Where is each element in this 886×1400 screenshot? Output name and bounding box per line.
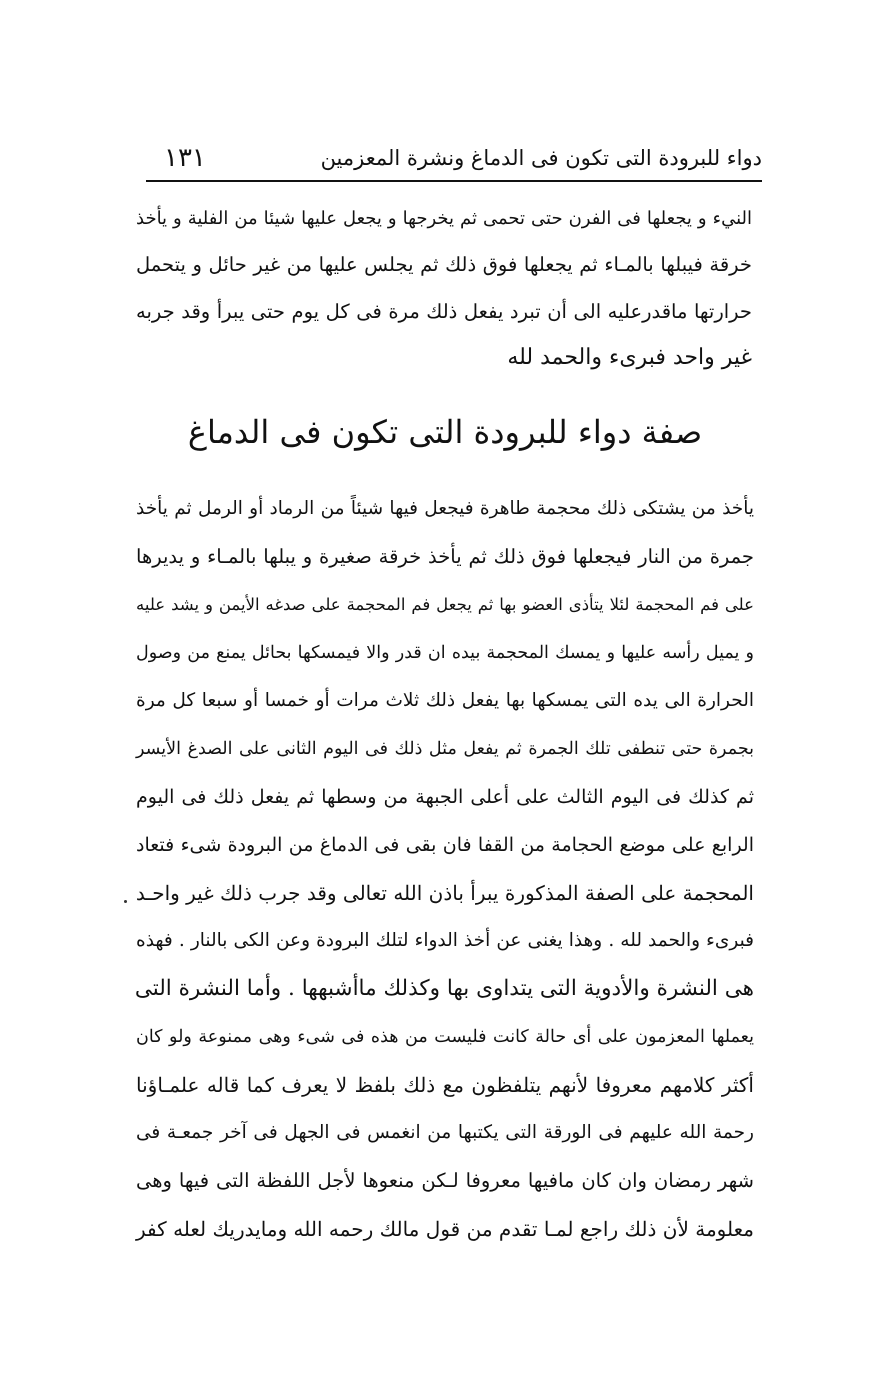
text-line: ثم كذلك فى اليوم الثالث على أعلى الجبهة من وسطها ثم يفعل ذلك فى اليوم bbox=[136, 786, 754, 808]
page-number: ١٣١ bbox=[164, 143, 206, 173]
text-line: فبرىء والحمد لله . وهذا يغنى عن أخذ الدواء لتلك البرودة وعن الكى بالنار . فهذه bbox=[136, 930, 754, 951]
text-line: بجمرة حتى تنطفى تلك الجمرة ثم يفعل مثل ذلك فى اليوم الثانى على الصدغ الأيسر bbox=[136, 739, 754, 759]
text-line: معلومة لأن ذلك راجع لمـا تقدم من قول مالك رحمه الله ومايدريك لعله كفر bbox=[136, 1217, 754, 1241]
text-line: على فم المحجمة لئلا يتأذى العضو بها ثم يجعل فم المحجمة على صدغه الأيمن و يشد عليه bbox=[136, 595, 754, 614]
text-line: يأخذ من يشتكى ذلك محجمة طاهرة فيجعل فيها شيئاً من الرماد أو الرمل ثم يأخذ bbox=[136, 498, 754, 519]
page-header bbox=[146, 138, 762, 178]
text-line: المحجمة على الصفة المذكورة يبرأ باذن الله تعالى وقد جرب ذلك غير واحـد bbox=[135, 881, 754, 905]
text-line: الحرارة الى يده التى يمسكها بها يفعل ذلك ثلاث مرات أو خمسا أو سبعا كل مرة bbox=[136, 690, 754, 711]
ink-speck bbox=[124, 900, 127, 903]
text-line: جمرة من النار فيجعلها فوق ذلك ثم يأخذ خرقة صغيرة و يبلها بالمـاء و يديرها bbox=[136, 545, 754, 568]
section-heading: صفة دواء للبرودة التى تكون فى الدماغ bbox=[187, 413, 703, 451]
text-line: الرابع على موضع الحجامة من القفا فان بقى فى الدماغ من البرودة شىء فتعاد bbox=[136, 834, 754, 856]
header-rule bbox=[146, 180, 762, 182]
running-title: دواء للبرودة التى تكون فى الدماغ ونشرة المعزمين bbox=[320, 146, 762, 170]
text-line: رحمة الله عليهم فى الورقة التى يكتبها من انغمس فى الجهل فى آخر جمعـة فى bbox=[136, 1122, 754, 1143]
text-line: شهر رمضان وان كان مافيها معروفا لـكن منعوها لأجل اللفظة التى فيها وهى bbox=[136, 1169, 754, 1192]
text-line: الني‌ء و يجعلها فى الفرن حتى تحمى ثم يخرجها و يجعل عليها شيئا من الفلية و يأخذ bbox=[136, 208, 752, 229]
text-line: أكثر كلامهم معروفا لأنهم يتلفظون مع ذلك بلفظ لا يعرف كما قاله علمـاؤنا bbox=[136, 1073, 754, 1097]
text-line: هى النشرة والأدوية التى يتداوى بها وكذلك ماأشبهها . وأما النشرة التى bbox=[134, 976, 754, 1001]
text-line: خرقة فيبلها بالمـاء ثم يجعلها فوق ذلك ثم يجلس عليها من غير حائل و يتحمل bbox=[136, 253, 752, 276]
text-line: و يميل رأسه عليها و يمسك المحجمة بيده ان قدر والا فيمسكها بحائل يمنع من وصول bbox=[136, 643, 754, 663]
text-line: غير واحد فبرىء والحمد لله bbox=[507, 345, 752, 370]
text-line: يعملها المعزمون على أى حالة كانت فليست من هذه فى شىء وهى ممنوعة ولو كان bbox=[136, 1027, 754, 1047]
text-line: حرارتها ماقدرعليه الى أن تبرد يفعل ذلك مرة فى كل يوم حتى يبرأ وقد جربه bbox=[136, 300, 752, 323]
